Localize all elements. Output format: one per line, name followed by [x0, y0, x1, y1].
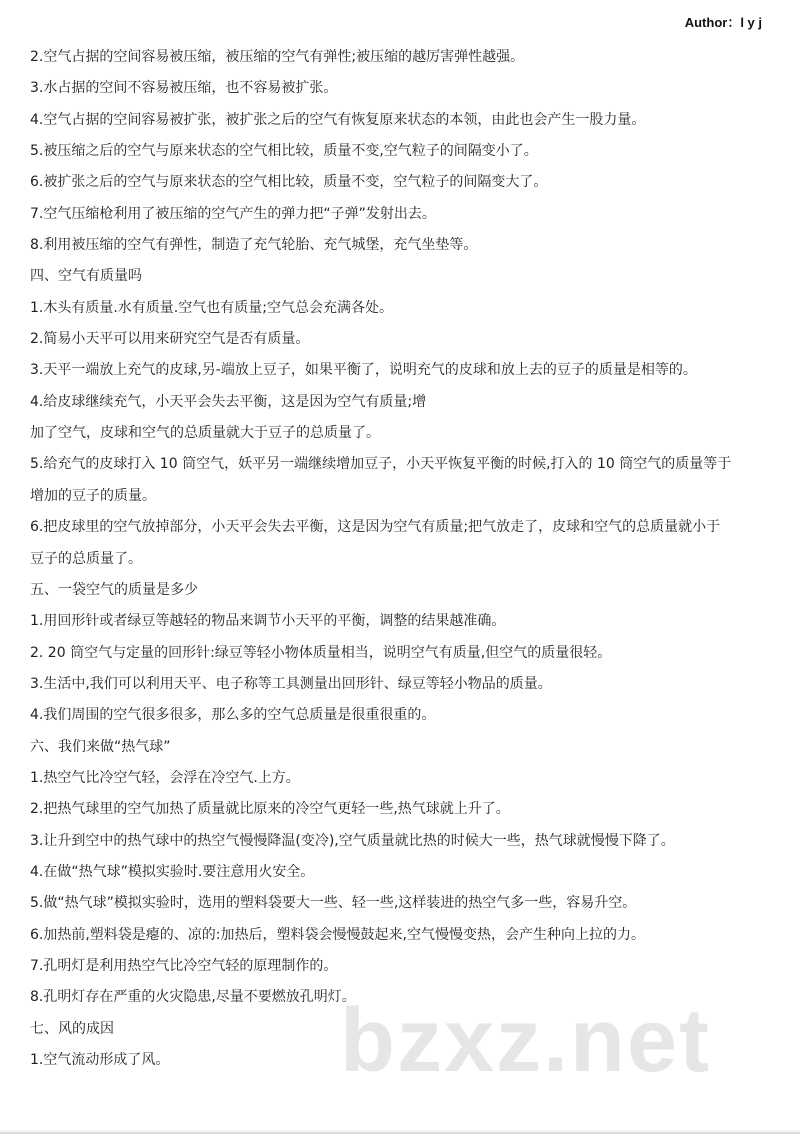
text-line: 豆子的总质量了。: [30, 550, 142, 567]
text-line: 8.利用被压缩的空气有弹性，制造了充气轮胎、充气城堡，充气坐垫等。: [30, 237, 478, 254]
text-line: 4.空气占据的空间容易被扩张，被扩张之后的空气有恢复原来状态的本领，由此也会产生一股力量。: [30, 111, 646, 128]
text-line: 6.加热前,塑料袋是瘪的、凉的:加热后，塑料袋会慢慢鼓起来,空气慢慢变热，会产生种向上拉的力。: [30, 926, 645, 943]
text-line: 4.在做“热气球”模拟实验时.要注意用火安全。: [30, 863, 315, 880]
text-line: 3.生活中,我们可以利用天平、电子称等工具测量出回形针、绿豆等轻小物品的质量。: [30, 675, 552, 692]
watermark: bzxz.net: [340, 991, 712, 1091]
section-heading: 五、一袋空气的质量是多少: [30, 581, 198, 598]
text-line: 1.用回形针或者绿豆等越轻的物品来调节小天平的平衡，调整的结果越准确。: [30, 613, 506, 630]
text-line: 1.木头有质量.水有质量.空气也有质量;空气总会充满各处。: [30, 299, 393, 316]
text-line: 3.水占据的空间不容易被压缩，也不容易被扩张。: [30, 80, 338, 97]
text-line: 7.孔明灯是利用热空气比冷空气轻的原理制作的。: [30, 957, 338, 974]
text-line: 5.给充气的皮球打入 10 筒空气，妖平另一端继续增加豆子，小天平恢复平衡的时候,打入的 10 筒空气的质量等于: [30, 456, 732, 473]
text-line: 8.孔明灯存在严重的火灾隐患,尽量不要燃放孔明灯。: [30, 989, 356, 1006]
text-line: 4.给皮球继续充气，小天平会失去平衡，这是因为空气有质量;增: [30, 393, 427, 410]
text-line: 3.让升到空中的热气球中的热空气慢慢降温(变冷),空气质量就比热的时候大一些，热气球就慢慢下降了。: [30, 832, 675, 849]
document-body: [30, 48, 775, 1082]
text-line: 2. 20 筒空气与定量的回形针:绿豆等轻小物体质量相当，说明空气有质量,但空气的质量很轻。: [30, 644, 612, 661]
text-line: 6.被扩张之后的空气与原来状态的空气相比较，质量不变，空气粒子的间隔变大了。: [30, 174, 548, 191]
text-line: 5.做“热气球”模拟实验时，选用的塑料袋要大一些、轻一些,这样装进的热空气多一些，容易升空。: [30, 895, 637, 912]
page-bottom-edge: [0, 1130, 800, 1134]
text-line: 3.天平一端放上充气的皮球,另-端放上豆子，如果平衡了，说明充气的皮球和放上去的豆子的质量是相等的。: [30, 362, 697, 379]
text-line: 7.空气压缩枪利用了被压缩的空气产生的弹力把“子弹”发射出去。: [30, 205, 436, 222]
text-line: 2.空气占据的空间容易被压缩，被压缩的空气有弹性;被压缩的越厉害弹性越强。: [30, 49, 525, 65]
text-line: 加了空气，皮球和空气的总质量就大于豆子的总质量了。: [30, 425, 380, 442]
text-line: 增加的豆子的质量。: [30, 487, 156, 504]
author-label: Author：l y j: [684, 15, 762, 30]
text-line: 4.我们周围的空气很多很多，那么多的空气总质量是很重很重的。: [30, 707, 436, 724]
text-line: 2.把热气球里的空气加热了质量就比原来的冷空气更轻一些,热气球就上升了。: [30, 801, 510, 818]
section-heading: 四、空气有质量吗: [30, 268, 142, 285]
text-line: 6.把皮球里的空气放掉部分，小天平会失去平衡，这是因为空气有质量;把气放走了，皮球和空气的总质量就小于: [30, 519, 721, 536]
section-heading: 七、风的成因: [30, 1020, 114, 1037]
text-line: 1.空气流动形成了风。: [30, 1052, 170, 1068]
section-heading: 六、我们来做“热气球”: [30, 738, 171, 755]
text-line: 5.被压缩之后的空气与原来状态的空气相比较，质量不变,空气粒子的间隔变小了。: [30, 143, 538, 160]
text-line: 1.热空气比冷空气轻，会浮在冷空气.上方。: [30, 769, 300, 786]
text-line: 2.简易小天平可以用来研究空气是否有质量。: [30, 331, 310, 348]
